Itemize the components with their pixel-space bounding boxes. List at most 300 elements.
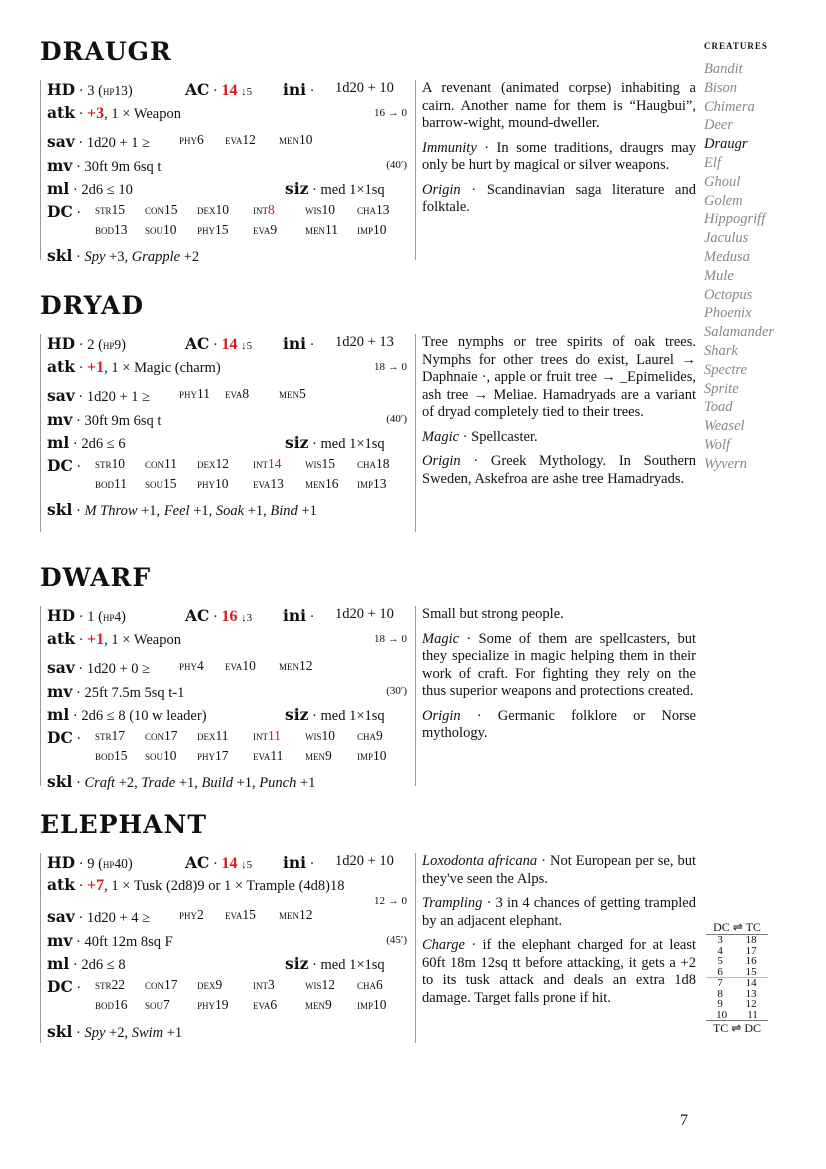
description-paragraph [422, 80, 696, 133]
dc-value: 5 [717, 955, 723, 967]
atk-crit: 18 → 0 [374, 633, 407, 645]
description-text: Tree nymphs or tree spirits of oak trees. Nymphs for other trees do exist, Laurel → Daphnaie ·, apple or fruit tree → _Epimelides, ash tree → Meliae. Hamadryads are a variant of dryad completely tied to their trees. [422, 334, 696, 420]
description-lead: Loxodonta africana [422, 853, 538, 869]
dc-dex: dex10 [197, 202, 229, 217]
ac-descending: ↓5 [241, 340, 253, 352]
ac-group: AC · 14 ↓5 [185, 853, 253, 872]
creature-section [40, 810, 696, 1041]
ini-value: 1d20 + 10 [335, 853, 394, 869]
ac-descending: ↓5 [241, 86, 253, 98]
dc-int: int11 [253, 728, 281, 743]
ml-label: ml [47, 705, 70, 724]
siz-label: siz [285, 433, 309, 452]
description-text: · Spellcaster. [459, 428, 538, 445]
creature-index-item[interactable]: Draugr [704, 136, 748, 153]
creature-section [40, 37, 696, 268]
creature-name: DRAUGR [40, 37, 172, 66]
ml-row: ml · 2d6 ≤ 10 siz · med 1×1sq [47, 179, 385, 198]
ml-label: ml [47, 179, 70, 198]
mv-value: 25ft 7.5m 5sq t-1 [84, 685, 185, 701]
ac-label: AC [185, 606, 210, 625]
dc-bod: bod11 [95, 476, 128, 491]
sav-row: sav · 1d20 + 4 ≥ phy2 eva15 men12 [47, 907, 313, 926]
hd-value: 9 [87, 856, 95, 872]
creature-description [415, 334, 696, 532]
creature-index-item[interactable]: Octopus [704, 286, 753, 303]
atk-text: , 1 × Magic (charm) [104, 360, 221, 376]
sav-roll: 1d20 + 0 ≥ [86, 661, 151, 677]
atk-label: atk [47, 103, 75, 122]
skl-row: skl · M Throw +1, Feel +1, Soak +1, Bind +1 [47, 500, 317, 519]
mv-value: 30ft 9m 6sq t [84, 413, 162, 429]
atk-row: atk · +1, 1 × Weapon 18 → 0 [47, 629, 407, 648]
dc-men: men9 [305, 997, 332, 1012]
dc-con: con17 [145, 977, 178, 992]
ini-label: ini [283, 80, 307, 99]
skill-name: Build [201, 775, 233, 791]
hd-label: HD [47, 853, 76, 872]
tc-value: 12 [745, 998, 757, 1010]
sav-eva: eva12 [225, 132, 256, 147]
dc-men: men9 [305, 748, 332, 763]
creature-index-item[interactable]: Jaculus [704, 230, 749, 247]
dc-str: str22 [95, 977, 126, 992]
dc-str: str17 [95, 728, 126, 743]
description-text: · if the elephant charged for at least 60ft 18m 12sq tt before attacking, it gets a +2 to its tusk attack and deals an extra 1d8 damage. Target falls prone if hit. [422, 937, 696, 1006]
skill-name: M Throw [84, 503, 138, 519]
sav-roll: 1d20 + 1 ≥ [86, 389, 151, 405]
dc-cha: cha9 [357, 728, 383, 743]
siz-group: siz · med 1×1sq [285, 705, 385, 724]
dc-value: 4 [717, 944, 723, 957]
siz-value: med 1×1sq [320, 957, 385, 973]
description-text: · Scandinavian saga literature and folktale. [422, 181, 696, 215]
dc-phy: phy19 [197, 997, 229, 1012]
description-paragraph [422, 937, 696, 1007]
dc-dex: dex9 [197, 977, 223, 992]
description-lead: Charge [422, 937, 465, 953]
siz-group: siz · med 1×1sq [285, 954, 385, 973]
dc-men: men16 [305, 476, 339, 491]
ml-row: ml · 2d6 ≤ 8 siz · med 1×1sq [47, 954, 385, 973]
dc-tc-row [706, 1010, 768, 1021]
creature-index-item[interactable]: Elf [704, 154, 721, 171]
dc-bod: bod15 [95, 748, 128, 763]
dc-row: DC · str15 con15 dex10 int8 wis10 cha13 [47, 202, 390, 221]
creature-index-list [704, 60, 804, 474]
siz-value: med 1×1sq [320, 708, 385, 724]
dc-label: DC [47, 456, 73, 475]
ml-row: ml · 2d6 ≤ 6 siz · med 1×1sq [47, 433, 385, 452]
stat-block [40, 853, 413, 1043]
tc-value: 18 [745, 934, 757, 946]
sav-men: men5 [279, 386, 306, 401]
skill-bonus: +2 [180, 249, 200, 265]
creature-index-item[interactable]: Wyvern [704, 455, 747, 472]
atk-row: atk · +1, 1 × Magic (charm) 18 → 0 [47, 357, 407, 376]
creature-index-item[interactable]: Bandit [704, 61, 743, 77]
description-text: · Germanic folklore or Norse mythology. [422, 707, 696, 741]
dc-sou: sou15 [145, 476, 177, 491]
hd-row: HD · 2 (hp9) AC · 14 ↓5 ini · 1d20 + 13 [47, 334, 394, 353]
hd-label: HD [47, 606, 76, 625]
atk-bonus: +1 [87, 359, 105, 376]
hd-value: 3 [87, 83, 95, 99]
skl-label: skl [47, 246, 73, 265]
skill-bonus: +1, [137, 503, 164, 519]
sav-phy: phy6 [179, 132, 204, 147]
creature-index-item[interactable]: Chimera [704, 98, 755, 115]
description-paragraph [422, 631, 696, 701]
ini-group: ini · [283, 334, 315, 353]
mv-row: mv · 30ft 9m 6sq t (40′) [47, 156, 407, 175]
ac-value: 14 [221, 82, 238, 99]
skl-row: skl · Spy +2, Swim +1 [47, 1022, 183, 1041]
creature-index-item[interactable]: Sprite [704, 380, 739, 397]
description-paragraph [422, 140, 696, 175]
sav-eva: eva10 [225, 658, 256, 673]
mv-value: 40ft 12m 8sq F [84, 934, 173, 950]
sav-label: sav [47, 386, 75, 405]
creature-index-item[interactable]: Salamander [704, 324, 775, 341]
skill-bonus: +1 [297, 503, 317, 519]
dc-con: con11 [145, 456, 178, 471]
skill-name: Soak [215, 503, 245, 519]
mv-note: (30′) [386, 685, 407, 697]
dc-eva: eva6 [253, 997, 278, 1012]
ml-value: 2d6 ≤ 10 [81, 182, 133, 198]
skill-bonus: +1, [175, 775, 202, 791]
siz-value: med 1×1sq [320, 182, 385, 198]
mv-row: mv · 40ft 12m 8sq F (45′) [47, 931, 407, 950]
description-paragraph [422, 334, 696, 422]
ml-value: 2d6 ≤ 8 (10 w leader) [81, 708, 207, 724]
dc-eva: eva9 [253, 222, 278, 237]
stat-block [40, 606, 413, 791]
siz-group: siz · med 1×1sq [285, 179, 385, 198]
dc-bod: bod13 [95, 222, 128, 237]
dc-label: DC [47, 728, 73, 747]
creature-name: DRYAD [40, 291, 145, 320]
ml-label: ml [47, 954, 70, 973]
atk-bonus: +1 [87, 631, 105, 648]
creature-section [40, 291, 696, 522]
skl-row: skl · Craft +2, Trade +1, Build +1, Punch +1 [47, 772, 316, 791]
creature-description [415, 853, 696, 1043]
hp-value: hp4 [102, 609, 122, 624]
dc-wis: wis10 [305, 728, 335, 743]
dc-dex: dex11 [197, 728, 229, 743]
dc-int-value: 8 [268, 202, 275, 217]
mv-note: (40′) [386, 413, 407, 425]
atk-bonus: +3 [87, 105, 105, 122]
dc-men: men11 [305, 222, 338, 237]
dc-con: con17 [145, 728, 178, 743]
skill-name: Trade [141, 775, 176, 791]
hd-row: HD · 3 (hp13) AC · 14 ↓5 ini · 1d20 + 10 [47, 80, 394, 99]
mv-note: (40′) [386, 159, 407, 171]
mv-label: mv [47, 931, 73, 950]
siz-label: siz [285, 179, 309, 198]
hd-value: 2 [87, 337, 95, 353]
siz-group: siz · med 1×1sq [285, 433, 385, 452]
skl-label: skl [47, 1022, 73, 1041]
mv-label: mv [47, 682, 73, 701]
dc-tc-row [706, 999, 768, 1010]
mv-row: mv · 30ft 9m 6sq t (40′) [47, 410, 407, 429]
atk-row: atk · +7, 1 × Tusk (2d8)9 or 1 × Trample (4d8)18 12 → 0 [47, 875, 407, 907]
skill-bonus: +3, [105, 249, 132, 265]
stat-block [40, 334, 413, 532]
atk-crit: 18 → 0 [374, 361, 407, 373]
creature-description [415, 80, 696, 260]
ac-label: AC [185, 334, 210, 353]
description-lead: Origin [422, 181, 461, 198]
skl-row: skl · Spy +3, Grapple +2 [47, 246, 200, 265]
dc-cha: cha6 [357, 977, 383, 992]
dc-eva: eva13 [253, 476, 284, 491]
creature-section [40, 563, 696, 794]
dc-value: 8 [717, 987, 723, 1000]
creature-index-title: creatures [704, 38, 768, 52]
hp-value: hp13 [102, 83, 128, 98]
creature-index-item[interactable]: Medusa [704, 248, 750, 265]
skill-bonus: +2, [115, 775, 142, 791]
dc-tc-table-head: DC ⇌ TC [706, 920, 768, 935]
creature-description [415, 606, 696, 786]
dc-tc-table-foot: TC ⇌ DC [706, 1020, 768, 1035]
tc-value: 15 [745, 965, 757, 978]
dc-wis: wis10 [305, 202, 335, 217]
page-number: 7 [680, 1112, 688, 1129]
sav-label: sav [47, 907, 75, 926]
ini-label: ini [283, 334, 307, 353]
mv-note: (45′) [386, 934, 407, 946]
dc-str: str10 [95, 456, 126, 471]
sav-row: sav · 1d20 + 1 ≥ phy11 eva8 men5 [47, 386, 306, 405]
dc-phy: phy15 [197, 222, 229, 237]
sav-label: sav [47, 132, 75, 151]
skill-name: Spy [84, 249, 106, 265]
atk-crit: 16 → 0 [374, 107, 407, 119]
mv-row: mv · 25ft 7.5m 5sq t-1 (30′) [47, 682, 407, 701]
ml-value: 2d6 ≤ 6 [81, 436, 126, 452]
dc-sou: sou7 [145, 997, 170, 1012]
sav-eva: eva15 [225, 907, 256, 922]
dc-value: 3 [717, 934, 723, 946]
hd-value: 1 [87, 609, 95, 625]
tc-value: 13 [745, 987, 757, 1000]
dc-imp: imp10 [357, 997, 387, 1012]
skill-bonus: +1 [163, 1025, 183, 1041]
creature-name: DWARF [40, 563, 152, 592]
hp-value: hp9 [102, 337, 122, 352]
dc-imp: imp10 [357, 222, 387, 237]
dc-phy: phy17 [197, 748, 229, 763]
ac-group: AC · 14 ↓5 [185, 334, 253, 353]
skill-bonus: +1, [244, 503, 271, 519]
dc-tc-table [706, 920, 768, 1035]
description-paragraph [422, 853, 696, 888]
tc-value: 11 [747, 1008, 758, 1021]
atk-row: atk · +3, 1 × Weapon 16 → 0 [47, 103, 407, 122]
skill-bonus: +1, [232, 775, 260, 791]
sav-men: men10 [279, 132, 313, 147]
dc-value: 10 [716, 1008, 728, 1021]
dc-tc-row [706, 935, 768, 946]
ml-label: ml [47, 433, 70, 452]
description-lead: Origin [422, 453, 461, 469]
ac-label: AC [185, 80, 210, 99]
description-text: · Greek Mythology. In Southern Sweden, Askefroa are ashe tree Hamadryads. [422, 453, 696, 487]
sav-roll: 1d20 + 4 ≥ [86, 910, 151, 926]
skill-name: Feel [163, 503, 190, 519]
creature-index-item[interactable]: Bison [704, 79, 738, 96]
skl-label: skl [47, 772, 73, 791]
tc-value: 14 [745, 977, 757, 989]
hd-row: HD · 9 (hp40) AC · 14 ↓5 ini · 1d20 + 10 [47, 853, 394, 872]
skill-bonus: +1 [296, 775, 316, 791]
dc-sou: sou10 [145, 222, 177, 237]
sav-men: men12 [279, 658, 313, 673]
skill-name: Craft [84, 775, 116, 791]
creature-index-item[interactable]: Hippogriff [704, 211, 766, 228]
dc-phy: phy10 [197, 476, 229, 491]
siz-label: siz [285, 705, 309, 724]
hp-value: hp40 [102, 856, 128, 871]
mv-value: 30ft 9m 6sq t [84, 159, 162, 175]
ml-row: ml · 2d6 ≤ 8 (10 w leader) siz · med 1×1sq [47, 705, 385, 724]
skill-name: Grapple [131, 249, 181, 265]
creature-index-item[interactable]: Phoenix [704, 305, 752, 322]
description-lead: Origin [422, 707, 461, 724]
ac-descending: ↓5 [241, 859, 253, 871]
sav-row: sav · 1d20 + 0 ≥ phy4 eva10 men12 [47, 658, 313, 677]
dc-value: 6 [717, 965, 723, 978]
atk-text: , 1 × Weapon [104, 106, 181, 122]
description-text: · Some of them are spellcasters, but they specialize in magic helping them in their work of craft. For fighting they rely on the thus superior weapons and protections created. [422, 630, 696, 699]
skill-bonus: +2, [105, 1025, 132, 1041]
ini-group: ini · [283, 80, 315, 99]
description-lead: Magic [422, 428, 460, 445]
hd-label: HD [47, 334, 76, 353]
description-lead: Immunity [422, 139, 477, 156]
atk-crit: 12 → 0 [374, 895, 407, 907]
dc-label: DC [47, 977, 73, 996]
atk-bonus: +7 [87, 877, 105, 894]
sav-phy: phy4 [179, 658, 204, 673]
ac-value: 14 [221, 855, 238, 872]
description-paragraph [422, 182, 696, 217]
description-text: Small but strong people. [422, 606, 564, 622]
dc-int: int8 [253, 202, 275, 217]
dc-cha: cha13 [357, 202, 390, 217]
ml-value: 2d6 ≤ 8 [81, 957, 126, 973]
creature-index-item[interactable]: Toad [704, 399, 733, 416]
creature-name: ELEPHANT [40, 810, 207, 839]
dc-int: int3 [253, 977, 275, 992]
dc-tc-row [706, 946, 768, 957]
creature-index-item[interactable]: Spectre [704, 361, 747, 378]
ac-value: 14 [221, 336, 238, 353]
tc-value: 17 [745, 944, 757, 957]
dc-value: 7 [717, 977, 723, 989]
dc-int-value: 14 [268, 456, 282, 471]
sav-row: sav · 1d20 + 1 ≥ phy6 eva12 men10 [47, 132, 313, 151]
skill-name: Punch [259, 775, 297, 791]
creature-index-item[interactable]: Ghoul [704, 173, 741, 190]
mv-label: mv [47, 410, 73, 429]
ac-group: AC · 14 ↓5 [185, 80, 253, 99]
ini-value: 1d20 + 13 [335, 334, 394, 350]
creature-index-item[interactable]: Wolf [704, 436, 731, 453]
ini-label: ini [283, 606, 307, 625]
ini-group: ini · [283, 853, 315, 872]
sav-label: sav [47, 658, 75, 677]
creature-index-item[interactable]: Deer [704, 117, 733, 134]
dc-bod: bod16 [95, 997, 128, 1012]
skill-name: Spy [84, 1025, 106, 1041]
atk-label: atk [47, 629, 75, 648]
ac-label: AC [185, 853, 210, 872]
dc-str: str15 [95, 202, 126, 217]
dc-tc-row [706, 967, 768, 979]
skill-name: Bind [270, 503, 298, 519]
ini-value: 1d20 + 10 [335, 606, 394, 622]
atk-text: , 1 × Tusk (2d8)9 or 1 × Trample (4d8)18 [104, 878, 345, 894]
creature-index-item[interactable]: Shark [704, 342, 738, 359]
atk-label: atk [47, 875, 75, 894]
atk-text: , 1 × Weapon [104, 632, 181, 648]
description-lead: Trampling [422, 895, 483, 911]
description-text: A revenant (animated corpse) inhabiting a cairn. Another name for them is “Haugbui”, barrow-wight, mound-dweller. [422, 80, 696, 131]
skill-bonus: +1, [189, 503, 216, 519]
creature-index-item[interactable]: Mule [704, 267, 734, 284]
dc-int-value: 11 [268, 728, 281, 743]
description-paragraph [422, 453, 696, 488]
sav-roll: 1d20 + 1 ≥ [86, 135, 151, 151]
dc-imp: imp13 [357, 476, 387, 491]
description-paragraph [422, 429, 696, 447]
dc-row: DC · str22 con17 dex9 int3 wis12 cha6 [47, 977, 383, 996]
creature-index [704, 38, 804, 474]
dc-con: con15 [145, 202, 178, 217]
dc-int: int14 [253, 456, 282, 471]
dc-label: DC [47, 202, 73, 221]
sav-eva: eva8 [225, 386, 250, 401]
ini-group: ini · [283, 606, 315, 625]
dc-sou: sou10 [145, 748, 177, 763]
dc-value: 9 [717, 998, 723, 1010]
siz-value: med 1×1sq [320, 436, 385, 452]
dc-imp: imp10 [357, 748, 387, 763]
skl-label: skl [47, 500, 73, 519]
ac-value: 16 [221, 608, 238, 625]
ini-value: 1d20 + 10 [335, 80, 394, 96]
dc-cha: cha18 [357, 456, 390, 471]
siz-label: siz [285, 954, 309, 973]
description-paragraph [422, 708, 696, 743]
creature-index-item[interactable]: Golem [704, 192, 743, 209]
creature-index-item[interactable]: Weasel [704, 418, 745, 435]
sav-phy: phy11 [179, 386, 211, 401]
dc-tc-row [706, 978, 768, 989]
hd-row: HD · 1 (hp4) AC · 16 ↓3 ini · 1d20 + 10 [47, 606, 394, 625]
dc-wis: wis15 [305, 456, 335, 471]
stat-block [40, 80, 413, 265]
hd-label: HD [47, 80, 76, 99]
description-paragraph [422, 606, 696, 624]
